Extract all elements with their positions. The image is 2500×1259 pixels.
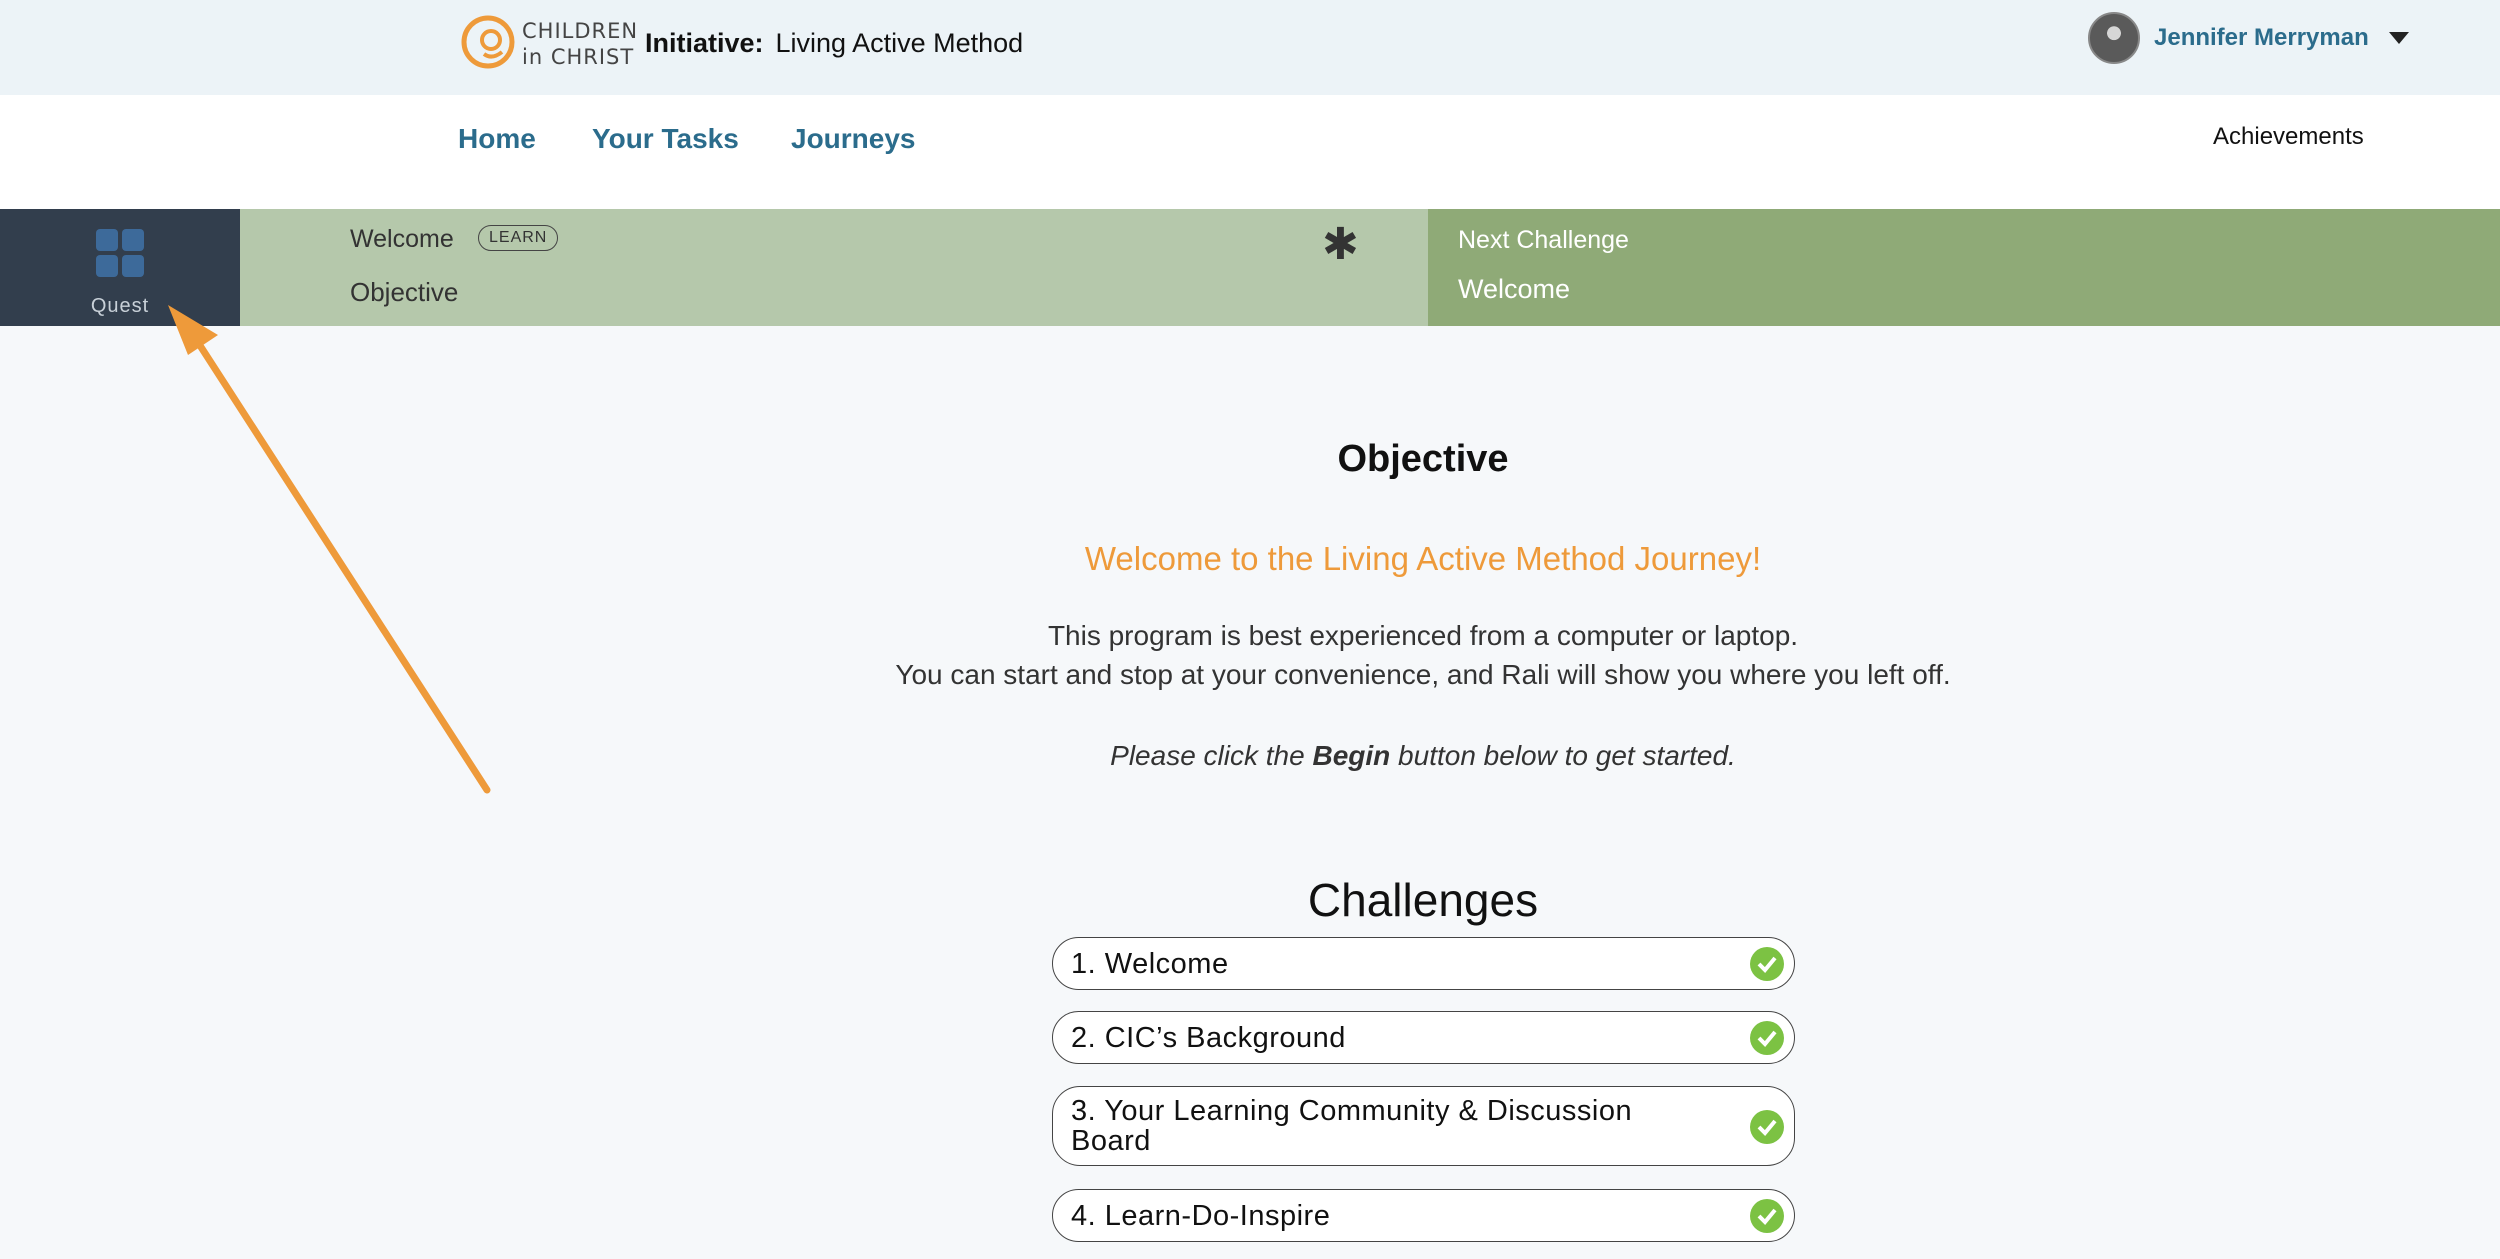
- challenge-item-4[interactable]: [1052, 1189, 1795, 1242]
- user-menu[interactable]: [2088, 12, 2409, 64]
- challenge-label: 3. Your Learning Community & Discussion Board: [1071, 1095, 1633, 1157]
- main-nav: [0, 95, 2500, 209]
- learn-badge: LEARN: [478, 225, 558, 251]
- challenge-label: 2. CIC’s Background: [1071, 1022, 1346, 1054]
- challenge-item-3[interactable]: [1052, 1086, 1795, 1166]
- user-name[interactable]: Jennifer Merryman: [2154, 24, 2369, 51]
- nav-journeys[interactable]: Journeys: [791, 123, 916, 154]
- challenge-label: 1. Welcome: [1071, 948, 1229, 980]
- logo-line-1: CHILDREN: [522, 19, 639, 43]
- check-circle-icon: [1750, 1021, 1784, 1055]
- instruction-post: button below to get started.: [1390, 740, 1736, 771]
- intro-line-2: You can start and stop at your convenience, and Rali will show you where you left off.: [895, 659, 1951, 690]
- current-challenge-title: Welcome: [350, 225, 454, 253]
- challenge-label: 4. Learn-Do-Inspire: [1071, 1200, 1331, 1232]
- current-step-title: Objective: [350, 277, 459, 307]
- initiative-label: Initiative:: [645, 28, 764, 58]
- logo-mark-icon: [458, 10, 518, 76]
- challenge-item-2[interactable]: [1052, 1011, 1795, 1064]
- challenges-heading: Challenges: [1307, 874, 1539, 926]
- next-challenge-label: Next Challenge: [1458, 226, 1629, 254]
- intro-line-1: This program is best experienced from a computer or laptop.: [1047, 620, 1799, 651]
- quest-label: Quest: [90, 295, 150, 317]
- quest-progress-bar: [0, 209, 2500, 326]
- initiative-title: [645, 28, 1023, 59]
- quest-button[interactable]: [0, 209, 240, 326]
- grid-icon: [96, 229, 144, 277]
- check-circle-icon: [1750, 947, 1784, 981]
- logo-line-2: in CHRIST: [522, 45, 635, 69]
- objective-content: [0, 326, 2500, 1259]
- welcome-message: Welcome to the Living Active Method Journey!: [1084, 540, 1762, 577]
- next-challenge-panel[interactable]: [1428, 209, 2500, 326]
- logo-text: [522, 18, 638, 70]
- challenge-item-1[interactable]: [1052, 937, 1795, 990]
- page-title: Objective: [1337, 438, 1509, 480]
- check-circle-icon: [1750, 1199, 1784, 1233]
- current-challenge-panel: [240, 209, 1428, 326]
- top-header: [0, 0, 2500, 95]
- avatar[interactable]: [2088, 12, 2140, 64]
- next-challenge-title: Welcome: [1458, 274, 1571, 304]
- instruction-pre: Please click the: [1110, 740, 1313, 771]
- begin-instruction: [0, 740, 2500, 772]
- nav-home[interactable]: Home: [458, 123, 536, 154]
- check-circle-icon: [1750, 1110, 1784, 1144]
- caret-down-icon[interactable]: [2389, 32, 2409, 44]
- nav-achievements[interactable]: Achievements: [2213, 123, 2364, 150]
- children-in-christ-logo[interactable]: [458, 10, 639, 76]
- instruction-begin-word: Begin: [1312, 740, 1391, 771]
- nav-your-tasks[interactable]: Your Tasks: [592, 123, 739, 154]
- asterisk-icon: ✱: [1322, 219, 1359, 270]
- initiative-name: Living Active Method: [775, 28, 1024, 58]
